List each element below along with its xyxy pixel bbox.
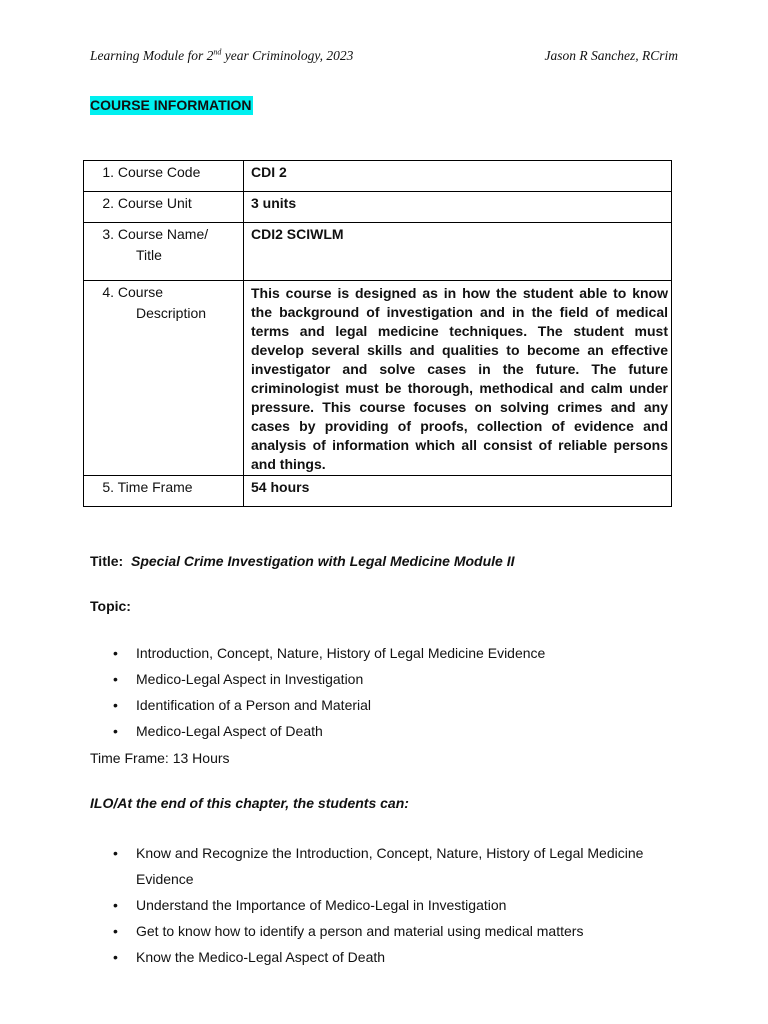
table-row <box>84 223 672 281</box>
list-item: • Introduction, Concept, Nature, History of Legal Medicine Evidence <box>90 640 690 666</box>
course-info-table <box>83 160 672 507</box>
bullet-icon: • <box>113 923 118 939</box>
list-item: • Medico-Legal Aspect of Death <box>90 718 690 744</box>
table-row <box>84 476 672 507</box>
course-unit-label: 2. Course Unit <box>84 192 244 223</box>
header-right: Jason R Sanchez, RCrim <box>544 48 678 63</box>
page-header <box>90 48 678 64</box>
time-frame-value: 54 hours <box>244 476 672 507</box>
course-description-label: 4. Course Description <box>84 281 244 476</box>
course-code-label: 1. Course Code <box>84 161 244 192</box>
bullet-icon: • <box>113 671 118 687</box>
list-item: • Know the Medico-Legal Aspect of Death <box>90 944 690 970</box>
list-item: • Get to know how to identify a person and material using medical matters <box>90 918 690 944</box>
list-item: • Medico-Legal Aspect in Investigation <box>90 666 690 692</box>
bullet-icon: • <box>113 723 118 739</box>
bullet-icon: • <box>113 645 118 661</box>
course-code-value: CDI 2 <box>244 161 672 192</box>
list-item: • Know and Recognize the Introduction, Concept, Nature, History of Legal Medicine Evidence <box>90 840 690 892</box>
list-item: • Understand the Importance of Medico-Legal in Investigation <box>90 892 690 918</box>
topic-time-frame: Time Frame: 13 Hours <box>90 750 230 766</box>
list-item: • Identification of a Person and Material <box>90 692 690 718</box>
course-unit-value: 3 units <box>244 192 672 223</box>
course-name-value: CDI2 SCIWLM <box>244 223 672 281</box>
topic-heading: Topic: <box>90 598 131 614</box>
bullet-icon: • <box>113 949 118 965</box>
bullet-icon: • <box>113 845 118 861</box>
topic-list <box>90 640 690 744</box>
course-name-label: 3. Course Name/ Title <box>84 223 244 281</box>
ilo-list <box>90 840 690 970</box>
course-description-value: This course is designed as in how the student able to know the background of investigation and in the field of medical terms and legal medicine techniques. The student must develop several skills and qualities to become an effective investigator and solve cases in the future. The future criminologist must be thorough, methodical and calm under pressure. This course focuses on solving crimes and any cases by providing of proofs, collection of evidence and analysis of information which all consist of reliable persons and things. <box>244 281 672 476</box>
bullet-icon: • <box>113 897 118 913</box>
table-row <box>84 161 672 192</box>
course-information-heading: COURSE INFORMATION <box>90 97 252 113</box>
header-left: Learning Module for 2nd year Criminology, 2023 <box>90 47 354 63</box>
table-row <box>84 192 672 223</box>
module-title: Title: Special Crime Investigation with Legal Medicine Module II <box>90 553 515 569</box>
table-row <box>84 281 672 476</box>
ilo-heading: ILO/At the end of this chapter, the students can: <box>90 795 409 811</box>
time-frame-label: 5. Time Frame <box>84 476 244 507</box>
bullet-icon: • <box>113 697 118 713</box>
